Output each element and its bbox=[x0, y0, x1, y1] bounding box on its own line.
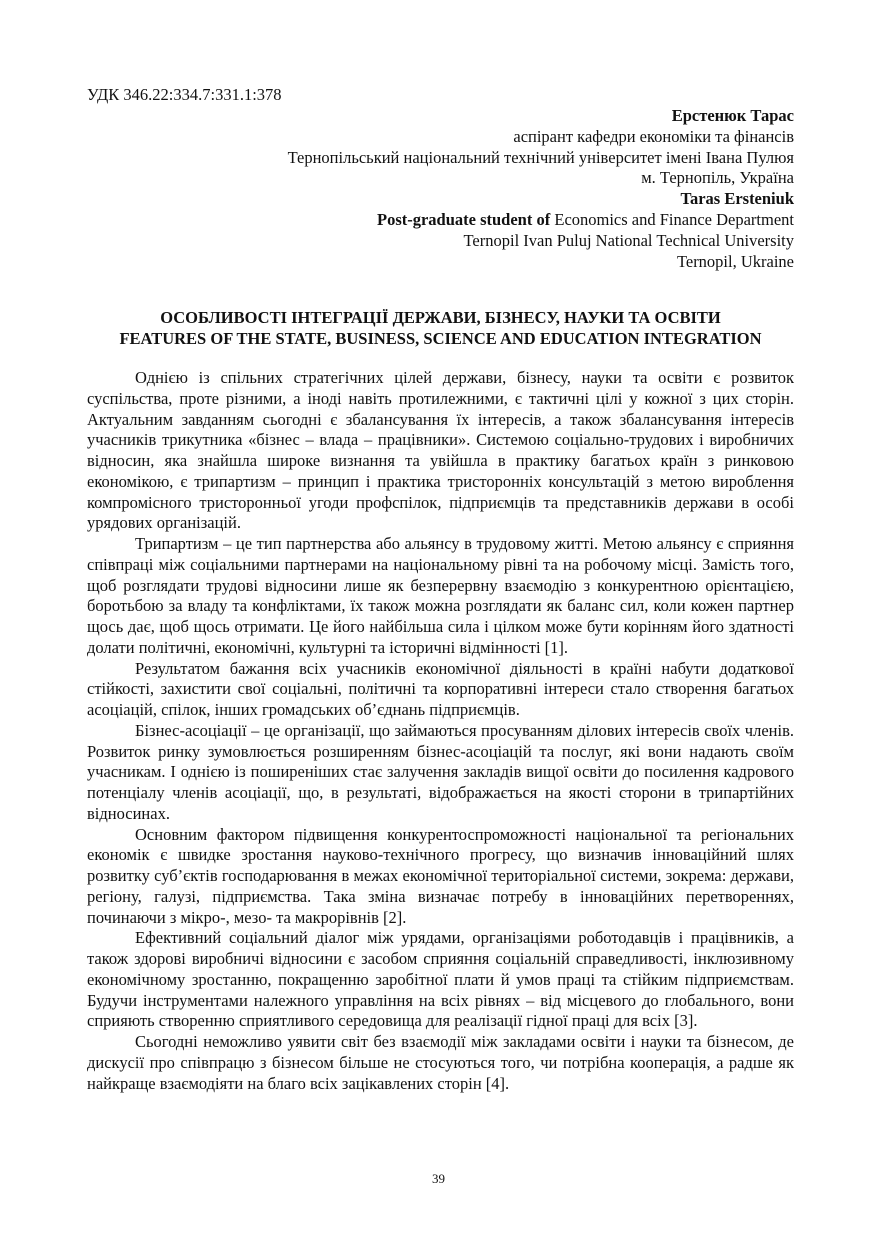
author-city-en: Ternopil, Ukraine bbox=[676, 251, 794, 271]
author-university-en: Ternopil Ivan Puluj National Technical University bbox=[463, 230, 794, 250]
author-position-en-bold: Post-graduate student of bbox=[376, 209, 551, 229]
udk-code: УДК 346.22:334.7:331.1:378 bbox=[87, 85, 282, 104]
page-number: 39 bbox=[432, 1171, 445, 1186]
paragraph: Бізнес-асоціації – це організації, що займаються просуванням ділових інтересів своїх членів. Розвиток ринку зумовлюється розширенням бізнес-асоціацій та послуг, які вони надають своїм учасникам. І однією із поширеніших стає залучення закладів вищої освіти до посилення кадрового потенціалу членів асоціації, що, в результаті, відображається на якості сторони в трипартійних відносинах. bbox=[87, 720, 794, 823]
author-city-uk: м. Тернопіль, Україна bbox=[641, 168, 794, 188]
paragraph: Основним фактором підвищення конкурентоспроможності національної та регіональних економік є швидке зростання науково-технічного прогресу, що визначив інноваційний шлях розвитку суб’єктів господарювання в межах економічної територіальної системи, зокрема: держави, регіону, галузі, підприємства. Така зміна визначає потребу в інноваційних перетвореннях, починаючи з мікро-, мезо- та макрорівнів [2]. bbox=[87, 824, 794, 927]
article-body bbox=[87, 368, 794, 1094]
author-position-en-rest: Economics and Finance Department bbox=[550, 209, 794, 229]
author-name-en: Taras Ersteniuk bbox=[680, 189, 794, 209]
paragraph: Трипартизм – це тип партнерства або альянсу в трудовому житті. Метою альянсу є сприяння співпраці між соціальними партнерами на національному рівні та на робочому місці. Замість того, щоб розглядати трудові відносини лише як безперервну взаємодію з конкурентною орієнтацією, боротьбою за владу та конфліктами, їх також можна розглядати як баланс сил, коли кожен партнер щось дає, щоб щось отримати. Це його найбільша сила і цілком може бути корінням його здатності долати політичні, економічні, культурні та історичні відмінності [1]. bbox=[87, 534, 794, 657]
author-position-uk: аспірант кафедри економіки та фінансів bbox=[513, 126, 794, 146]
paragraph: Результатом бажання всіх учасників економічної діяльності в країні набути додаткової стійкості, захистити свої соціальні, політичні та корпоративні інтереси стало створення багатьох асоціацій, спілок, інших громадських об’єднань підприємців. bbox=[87, 658, 794, 719]
author-position-en bbox=[94, 210, 794, 231]
author-university-uk: Тернопільський національний технічний університет імені Івана Пулюя bbox=[287, 147, 794, 167]
paragraph: Ефективний соціальний діалог між урядами, організаціями роботодавців і працівників, а також здорові виробничі відносини є засобом сприяння соціальній справедливості, інклюзивному економічному зростанню, покращенню заробітної плати й умов праці та стійким підприємствам. Будучи інструментами належного управління на всіх рівнях – від місцевого до глобального, вони сприяють створенню сприятливого середовища для реалізації гідної праці для всіх [3]. bbox=[87, 928, 794, 1031]
article-titles bbox=[87, 307, 794, 349]
title-en: FEATURES OF THE STATE, BUSINESS, SCIENCE AND EDUCATION INTEGRATION bbox=[119, 329, 762, 348]
title-uk: ОСОБЛИВОСТІ ІНТЕГРАЦІЇ ДЕРЖАВИ, БІЗНЕСУ, НАУКИ ТА ОСВІТИ bbox=[160, 308, 721, 327]
author-name-uk: Ерстенюк Тарас bbox=[671, 106, 794, 125]
paragraph: Сьогодні неможливо уявити світ без взаємодії між закладами освіти і науки та бізнесом, де дискусії про співпрацю з бізнесом більше не стосуються того, чи потрібна кооперація, а радше як найкраще взаємодіяти на благо всіх зацікавлених сторін [4]. bbox=[87, 1032, 794, 1093]
paragraph: Однією із спільних стратегічних цілей держави, бізнесу, науки та освіти є розвиток суспільства, проте різними, а іноді навіть протилежними, є тактичні цілі у кожної з цих сторін. Актуальним завданням сьогодні є збалансування їх інтересів, а також збалансування інтересів учасників трикутника «бізнес – влада – працівники». Системою соціально-трудових і виробничих відносин, яка знайшла широке визнання та увійшла в практику багатьох країн з ринковою економікою, є трипартизм – принцип і практика тристоронніх консультацій з метою вироблення компромісного тристоронньої угоди профспілок, підприємців та представників держави в особі урядових організацій. bbox=[87, 368, 794, 533]
author-block bbox=[94, 106, 794, 272]
